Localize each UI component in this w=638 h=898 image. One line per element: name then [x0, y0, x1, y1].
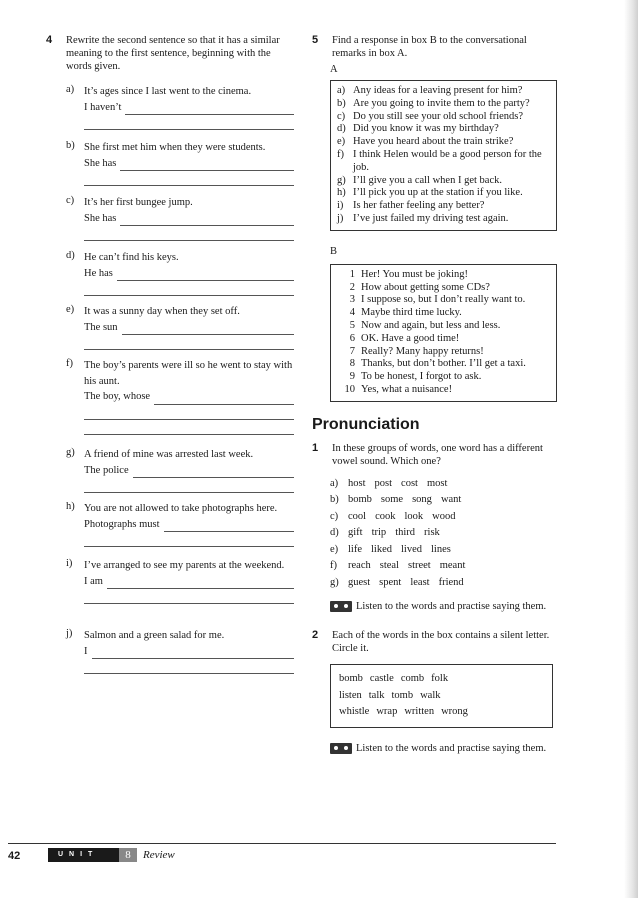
word[interactable]: cost [401, 477, 418, 489]
listen-text: Listen to the words and practise saying them. [356, 742, 547, 754]
answer-line[interactable] [84, 659, 294, 674]
box-a-item [337, 200, 550, 213]
item-label: a) [66, 84, 75, 95]
section-name: Review [143, 849, 175, 861]
item-label: j) [337, 212, 344, 224]
word[interactable]: host [348, 477, 366, 489]
item-label: c) [337, 110, 346, 122]
item-label: c) [66, 195, 75, 206]
item-number: 3 [349, 294, 355, 306]
box-b-label: B [330, 245, 338, 257]
item-text: OK. Have a good time! [361, 332, 460, 344]
answer-stem [84, 463, 294, 479]
item-number: 4 [349, 307, 355, 319]
item-sentence: A friend of mine was arrested last week. [84, 449, 254, 460]
box-a-item [337, 111, 550, 124]
unit-label: UNIT [48, 848, 137, 862]
item-sentence: I’ve arranged to see my parents at the weekend. [84, 560, 285, 571]
word[interactable]: some [380, 494, 404, 506]
item-text: Is her father feeling any better? [353, 200, 485, 212]
answer-line[interactable] [122, 323, 294, 335]
exercise-instruction: Rewrite the second sentence so that it has a similar meaning to the first sentence, beginning with the words given. [66, 35, 280, 72]
group-label: g) [330, 576, 339, 588]
word[interactable]: cool [348, 510, 367, 522]
answer-line[interactable] [84, 532, 294, 547]
box-b-item [337, 294, 550, 307]
item-sentence: It was a sunny day when they set off. [84, 306, 240, 317]
answer-stem [84, 156, 294, 172]
answer-line[interactable] [154, 393, 294, 405]
book-spine-shadow [624, 0, 638, 898]
word[interactable]: guest [348, 576, 371, 588]
item-text: I’ve just failed my driving test again. [353, 212, 509, 224]
item-text: Any ideas for a leaving present for him? [353, 85, 523, 96]
item-text: Maybe third time lucky. [361, 307, 462, 319]
word[interactable]: spent [379, 576, 402, 588]
word[interactable]: folk [431, 673, 449, 685]
word[interactable]: want [440, 494, 462, 506]
item-text: Yes, what a nuisance! [361, 383, 453, 395]
cassette-icon [330, 601, 352, 612]
word[interactable]: lived [401, 543, 422, 555]
item-body [84, 628, 294, 674]
box-b-item [337, 358, 550, 371]
item-text: I suppose so, but I don’t really want to. [361, 294, 526, 306]
item-number: 5 [349, 319, 355, 331]
item-sentence: She first met him when they were students. [84, 142, 266, 153]
item-label: d) [337, 123, 346, 135]
word[interactable]: talk [368, 689, 385, 701]
word[interactable]: friend [438, 576, 464, 588]
box-a-item [337, 213, 550, 226]
stem-text: I haven’t [84, 101, 122, 113]
item-text: To be honest, I forgot to ask. [361, 371, 482, 383]
pronunciation-2-header [312, 629, 557, 655]
item-number: 7 [349, 345, 355, 357]
answer-line[interactable] [117, 269, 294, 281]
answer-line[interactable] [84, 478, 294, 493]
box-b-item [337, 320, 550, 333]
exercise-number: 1 [312, 441, 319, 454]
exercise-4 [46, 34, 296, 657]
item-body [84, 358, 294, 435]
answer-stem [84, 644, 294, 660]
word[interactable]: gift [348, 527, 363, 539]
item-text: Do you still see your old school friends? [353, 110, 524, 122]
group-label: b) [330, 494, 339, 506]
box-b-item [337, 307, 550, 320]
pronunciation-1-header [312, 442, 557, 468]
exercise-instruction: Find a response in box B to the conversational remarks in box A. [332, 35, 527, 59]
stem-text: She has [84, 212, 117, 224]
word[interactable]: wood [432, 510, 456, 522]
stem-text: The police [84, 464, 129, 476]
item-label: d) [66, 250, 75, 261]
word[interactable]: whistle [339, 706, 370, 718]
word[interactable]: bomb [339, 673, 363, 685]
word-row [339, 688, 544, 705]
box-a-item [337, 136, 550, 149]
answer-line[interactable] [84, 171, 294, 186]
answer-stem [84, 211, 294, 227]
word-group [330, 575, 557, 592]
word[interactable]: steal [379, 560, 399, 572]
word-group [330, 558, 557, 575]
answer-stem [84, 574, 294, 590]
word[interactable]: wrong [441, 706, 468, 718]
item-number: 6 [349, 332, 355, 344]
group-label: d) [330, 527, 339, 539]
item-body [84, 501, 294, 547]
word[interactable]: tomb [391, 689, 414, 701]
box-a-item [337, 85, 550, 98]
exercise-number: 2 [312, 629, 319, 642]
word-row [339, 671, 544, 688]
word[interactable]: written [404, 706, 435, 718]
stem-text: The boy, whose [84, 391, 151, 402]
answer-line[interactable] [125, 103, 294, 115]
word[interactable]: castle [369, 673, 394, 685]
box-b-item [337, 333, 550, 346]
answer-line[interactable] [120, 159, 294, 171]
word[interactable]: look [404, 510, 424, 522]
box-b-item [337, 269, 550, 282]
word[interactable]: walk [420, 689, 441, 701]
word[interactable]: comb [400, 673, 425, 685]
word[interactable]: trip [371, 527, 387, 539]
box-a-label: A [330, 64, 338, 75]
unit-number: 8 [119, 848, 137, 862]
word-groups [312, 476, 557, 592]
exercise-number: 4 [46, 34, 53, 46]
item-label: g) [66, 447, 75, 458]
item-number: 9 [349, 371, 355, 383]
answer-line[interactable] [120, 214, 294, 226]
answer-line[interactable] [133, 466, 294, 478]
word[interactable]: liked [371, 543, 392, 555]
stem-text: Photographs must [84, 518, 160, 530]
item-label: h) [66, 501, 75, 512]
answer-line[interactable] [84, 115, 294, 130]
item-text: Really? Many happy returns! [361, 345, 484, 357]
word[interactable]: risk [424, 527, 440, 539]
item-label: g) [337, 174, 346, 186]
item-number: 10 [344, 383, 355, 395]
answer-line[interactable] [84, 405, 294, 420]
item-text: I’ll give you a call when I get back. [353, 174, 502, 186]
word-group [330, 525, 557, 542]
word[interactable]: least [410, 576, 430, 588]
word[interactable]: song [412, 494, 432, 506]
listen-text: Listen to the words and practise saying them. [356, 601, 547, 613]
item-sentence: He can’t find his keys. [84, 252, 179, 263]
item-sentence: It’s ages since I last went to the cinema. [84, 86, 252, 97]
answer-line[interactable] [107, 577, 294, 589]
answer-stem [84, 266, 294, 282]
answer-line[interactable] [84, 420, 294, 435]
word[interactable]: meant [439, 560, 466, 572]
box-a-item [337, 123, 550, 136]
item-label: e) [66, 304, 75, 315]
word[interactable]: life [348, 543, 362, 555]
silent-letter-box [330, 664, 553, 728]
item-text: Are you going to invite them to the party? [353, 97, 530, 109]
exercise-5-header [312, 34, 557, 60]
word-row [339, 704, 544, 721]
box-b-item [337, 384, 550, 397]
word[interactable]: third [395, 527, 416, 539]
item-body [84, 195, 294, 241]
exercise-instruction: Each of the words in the box contains a silent letter. Circle it. [332, 630, 550, 655]
item-sentence: The boy’s parents were ill so he went to stay with his aunt. [84, 360, 293, 387]
page-number: 42 [8, 850, 21, 862]
item-label: b) [337, 97, 346, 109]
word[interactable]: street [407, 560, 431, 572]
stem-text: She has [84, 157, 117, 169]
answer-stem [84, 389, 294, 405]
group-label: a) [330, 477, 339, 489]
listen-instruction-2 [312, 742, 557, 755]
box-b-item [337, 346, 550, 359]
exercise-4-header [46, 34, 296, 73]
item-sentence: It’s her first bungee jump. [84, 197, 193, 208]
box-a-item [337, 98, 550, 111]
item-label: i) [337, 200, 344, 212]
answer-line[interactable] [84, 226, 294, 241]
item-label: a) [337, 85, 346, 96]
item-text: Thanks, but don’t bother. I’ll get a taxi. [361, 358, 526, 370]
answer-stem [84, 320, 294, 336]
group-label: c) [330, 510, 339, 522]
item-body [84, 250, 294, 296]
right-column [312, 34, 557, 755]
item-text: Her! You must be joking! [361, 268, 469, 280]
cassette-icon [330, 743, 352, 754]
item-number: 1 [349, 268, 355, 280]
item-label: e) [337, 136, 346, 148]
item-body [84, 447, 294, 493]
item-text: I’ll pick you up at the station if you like. [353, 187, 523, 199]
stem-text: He has [84, 267, 113, 279]
item-label: i) [66, 558, 73, 569]
item-body [84, 304, 294, 350]
item-body [84, 140, 294, 186]
item-label: j) [66, 628, 73, 639]
answer-line[interactable] [84, 335, 294, 350]
footer-rule [8, 843, 556, 844]
exercise-instruction: In these groups of words, one word has a different vowel sound. Which one? [332, 442, 543, 467]
item-text: How about getting some CDs? [361, 281, 490, 293]
item-text: Have you heard about the train strike? [353, 136, 514, 148]
stem-text: The sun [84, 321, 118, 333]
group-label: f) [330, 560, 337, 572]
box-a [330, 80, 557, 231]
item-label: f) [66, 358, 73, 369]
box-b-item [337, 371, 550, 384]
word[interactable]: wrap [376, 706, 398, 718]
answer-stem [84, 100, 294, 116]
item-sentence: Salmon and a green salad for me. [84, 630, 225, 641]
word[interactable]: most [426, 477, 448, 489]
item-label: h) [337, 187, 346, 199]
item-body [84, 558, 294, 604]
stem-text: I [84, 645, 88, 657]
exercise-number: 5 [312, 34, 319, 46]
answer-line[interactable] [84, 589, 294, 604]
group-label: e) [330, 543, 339, 555]
item-text: Now and again, but less and less. [361, 319, 501, 331]
word[interactable]: lines [431, 543, 451, 555]
word-group [330, 509, 557, 526]
item-text: Did you know it was my birthday? [353, 123, 499, 135]
word-group [330, 476, 557, 493]
section-title: Pronunciation [312, 415, 420, 433]
answer-line[interactable] [164, 520, 294, 532]
listen-instruction-1 [312, 600, 557, 613]
box-a-item [337, 175, 550, 188]
word[interactable]: cook [375, 510, 396, 522]
answer-line[interactable] [92, 647, 295, 659]
word[interactable]: reach [348, 560, 371, 572]
box-a-item [337, 149, 550, 175]
box-b-item [337, 282, 550, 295]
word-group [330, 542, 557, 559]
item-number: 2 [349, 281, 355, 293]
item-label: b) [66, 140, 75, 151]
box-b [330, 264, 557, 402]
item-body [84, 84, 294, 130]
word[interactable]: bomb [348, 494, 372, 506]
word[interactable]: post [374, 477, 393, 489]
word-group [330, 492, 557, 509]
answer-stem [84, 517, 294, 533]
answer-line[interactable] [84, 281, 294, 296]
box-a-item [337, 187, 550, 200]
word[interactable]: listen [339, 689, 362, 701]
item-text: I think Helen would be a good person for the job. [353, 148, 542, 173]
stem-text: I am [84, 575, 103, 587]
item-sentence: You are not allowed to take photographs here. [84, 503, 278, 514]
item-label: f) [337, 148, 344, 160]
item-number: 8 [349, 358, 355, 370]
